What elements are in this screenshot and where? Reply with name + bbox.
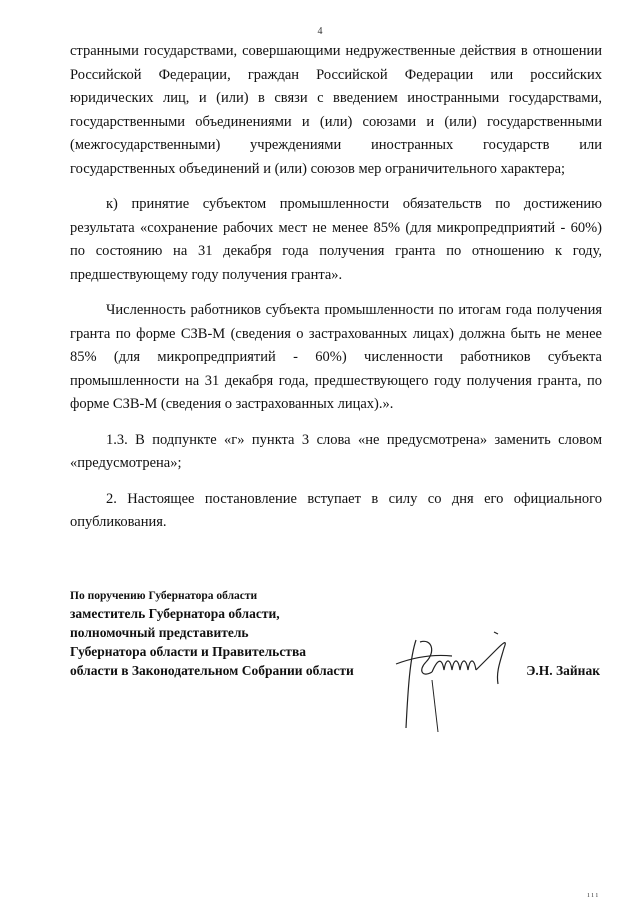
paragraph-continuation: странными государствами, совершающими недружественные действия в отношении Российской Федерации, граждан Российской Федерации или российских юридических лиц, и (или) в связи с введением иностранными государствами, государственными объединениями и (или) союзами и (или) государственными (межгосударственными) учреждениями иностранных государств или государственных объединений и (или) союзов мер ограничительного характера; bbox=[70, 43, 602, 177]
signature-note: По поручению Губернатора области bbox=[70, 590, 258, 602]
paragraph-item-2: 2. Настоящее постановление вступает в силу со дня его официального опубликования. bbox=[70, 490, 602, 530]
signatory-title-line: полномочный представитель bbox=[70, 625, 249, 640]
footer-mark: ııı bbox=[587, 890, 600, 899]
document-body bbox=[70, 40, 602, 547]
signatory-name: Э.Н. Зайнак bbox=[526, 663, 600, 678]
signatory-title-line: области в Законодательном Собрании области bbox=[70, 663, 354, 678]
signatory-last-line bbox=[70, 661, 600, 680]
signature-block bbox=[70, 588, 610, 680]
signatory-title-line: Губернатора области и Правительства bbox=[70, 644, 306, 659]
handwritten-signature bbox=[392, 628, 520, 736]
paragraph-item-1-3: 1.3. В подпункте «г» пункта 3 слова «не предусмотрена» заменить словом «предусмотрена»; bbox=[70, 431, 602, 471]
signatory-title-line: заместитель Губернатора области, bbox=[70, 606, 280, 621]
paragraph-employees-count: Численность работников субъекта промышленности по итогам года получения гранта по форме СЗВ-М (сведения о застрахованных лицах) должна быть не менее 85% (для микропредприятий - 60%) численности работников субъекта промышленности на 31 декабря года, предшествующего году получения гранта, по форме СЗВ-М (сведения о застрахованных лицах).». bbox=[70, 302, 602, 412]
paragraph-item-k: к) принятие субъектом промышленности обязательств по достижению результата «сохранение рабочих мест не менее 85% (для микропредприятий - 60%) по состоянию на 31 декабря года получения гранта по отношению к году, предшествующему году получения гранта». bbox=[70, 196, 602, 283]
page-number: 4 bbox=[317, 26, 323, 37]
